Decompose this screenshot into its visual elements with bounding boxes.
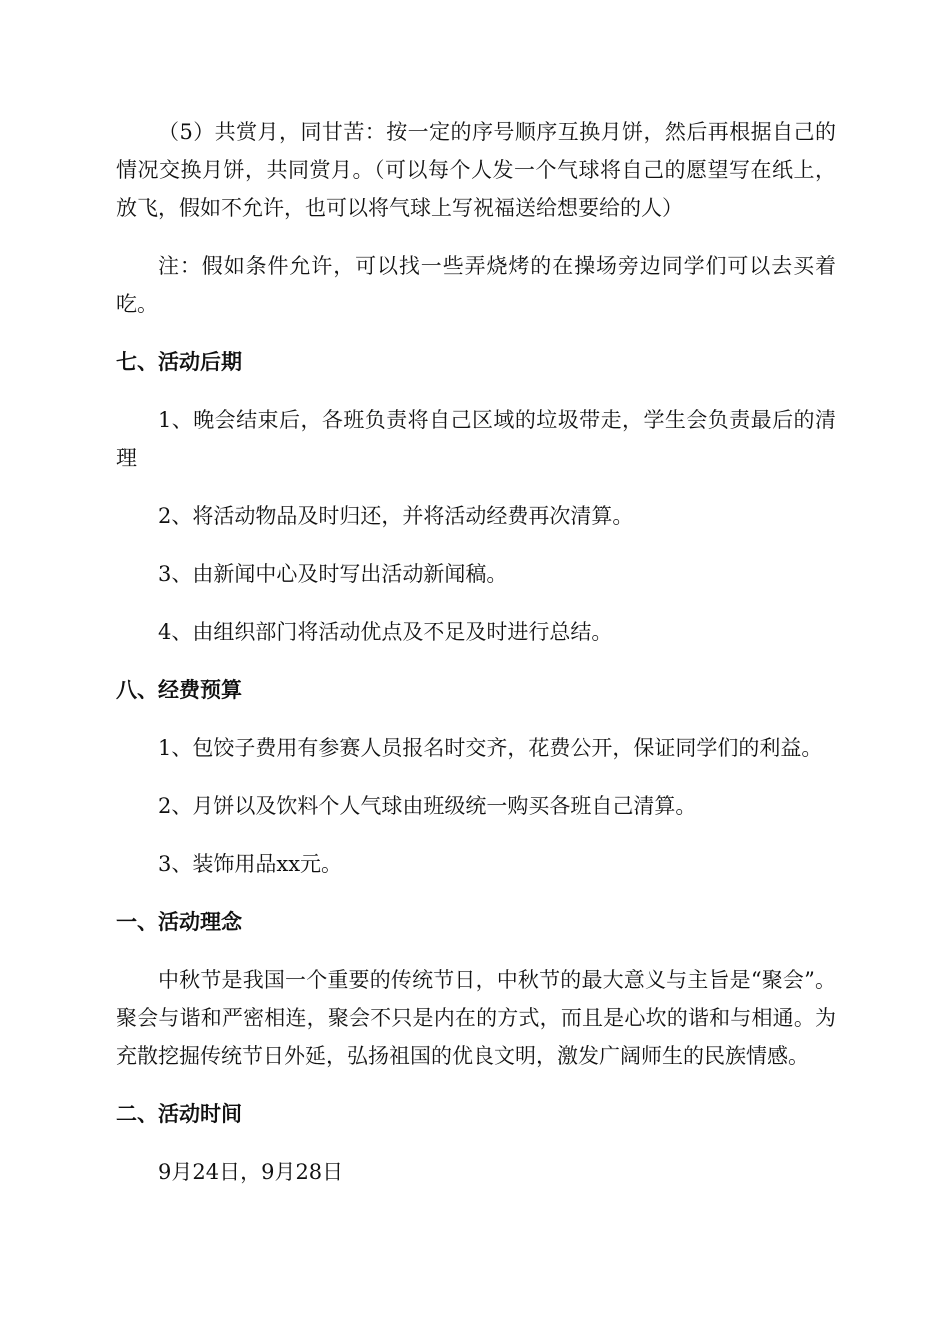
section-heading-budget: 八、经费预算 [116,678,242,702]
section-heading-time: 二、活动时间 [116,1102,242,1126]
section-heading-post-activity: 七、活动后期 [116,350,242,374]
section-heading-concept: 一、活动理念 [116,910,242,934]
paragraph-summary: 4、由组织部门将活动优点及不足及时进行总结。 [158,620,613,644]
paragraph-note-barbecue: 注：假如条件允许，可以找一些弄烧烤的在操场旁边同学们可以去买着吃。 [116,254,836,316]
paragraph-return-items: 2、将活动物品及时归还，并将活动经费再次清算。 [158,504,634,528]
paragraph-mooncake-exchange: （5）共赏月，同甘苦：按一定的序号顺序互换月饼，然后再根据自己的情况交换月饼，共同赏月。（可以每个人发一个气球将自己的愿望写在纸上，放飞，假如不允许，也可以将气球上写祝福送给想要给的人） [116,120,836,220]
paragraph-dumpling-fee: 1、包饺子费用有参赛人员报名时交齐，花费公开，保证同学们的利益。 [158,736,823,760]
document-body [116,113,836,1211]
paragraph-cleanup: 1、晚会结束后，各班负责将自己区域的垃圾带走，学生会负责最后的清理 [116,408,836,470]
paragraph-news-release: 3、由新闻中心及时写出活动新闻稿。 [158,562,508,586]
paragraph-concept: 中秋节是我国一个重要的传统节日，中秋节的最大意义与主旨是“聚会”。聚会与谐和严密相连，聚会不只是内在的方式，而且是心坎的谐和与相通。为充散挖掘传统节日外延，弘扬祖国的优良文明，激发广阔师生的民族情感。 [116,968,836,1068]
paragraph-dates: 9月24日，9月28日 [158,1160,344,1184]
paragraph-mooncake-purchase: 2、月饼以及饮料个人气球由班级统一购买各班自己清算。 [158,794,697,818]
paragraph-decoration-cost: 3、装饰用品xx元。 [158,852,343,876]
